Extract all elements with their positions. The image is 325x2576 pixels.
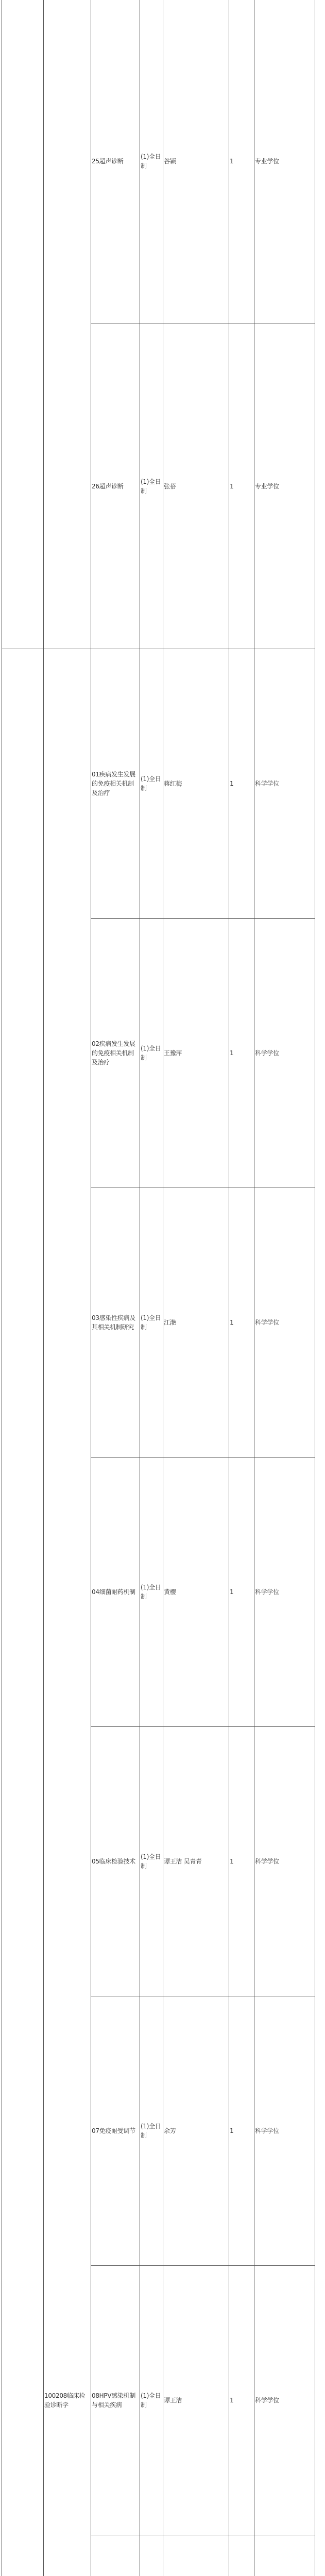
supervisor: 余芳 <box>163 1996 229 2266</box>
degree-type <box>254 2535 315 2576</box>
degree-type: 科学学位 <box>254 2266 315 2535</box>
table-row <box>2 0 315 324</box>
research-direction: 02疾病发生发展的免疫相关机制及治疗 <box>91 919 140 1188</box>
degree-type: 科学学位 <box>254 919 315 1188</box>
degree-type: 科学学位 <box>254 1188 315 1458</box>
study-mode: (1)全日制 <box>140 324 163 649</box>
research-direction: 08HPV感染机制与相关疾病 <box>91 2266 140 2535</box>
enrollment-quota: 1 <box>229 1996 254 2266</box>
research-direction <box>91 2535 140 2576</box>
research-direction: 26超声诊断 <box>91 324 140 649</box>
degree-type: 科学学位 <box>254 1996 315 2266</box>
enrollment-quota: 1 <box>229 1458 254 1727</box>
admissions-table <box>2 0 315 2576</box>
supervisor: 谭王洁 <box>163 2266 229 2535</box>
supervisor <box>163 2535 229 2576</box>
supervisor: 谭王洁 吴青青 <box>163 1727 229 1996</box>
study-mode: (1)全日制 <box>140 0 163 324</box>
empty-cell <box>2 0 44 649</box>
degree-type: 科学学位 <box>254 649 315 919</box>
study-mode: (1)全日制 <box>140 2266 163 2535</box>
research-direction: 04细菌耐药机制 <box>91 1458 140 1727</box>
degree-type: 科学学位 <box>254 1458 315 1727</box>
study-mode: (1)全日制 <box>140 919 163 1188</box>
study-mode: (1)全日制 <box>140 649 163 919</box>
study-mode <box>140 2535 163 2576</box>
enrollment-quota: 1 <box>229 324 254 649</box>
supervisor: 蒋红梅 <box>163 649 229 919</box>
degree-type: 科学学位 <box>254 1727 315 1996</box>
enrollment-quota: 1 <box>229 2266 254 2535</box>
table-body <box>2 0 315 2576</box>
enrollment-quota: 1 <box>229 919 254 1188</box>
supervisor: 张蓓 <box>163 324 229 649</box>
research-direction: 05临床检验技术 <box>91 1727 140 1996</box>
study-mode: (1)全日制 <box>140 1188 163 1458</box>
enrollment-quota: 1 <box>229 1727 254 1996</box>
supervisor: 江滟 <box>163 1188 229 1458</box>
degree-type: 专业学位 <box>254 0 315 324</box>
major-cell-previous <box>44 0 91 649</box>
supervisor: 黄樱 <box>163 1458 229 1727</box>
enrollment-quota: 1 <box>229 0 254 324</box>
degree-type: 专业学位 <box>254 324 315 649</box>
enrollment-quota: 1 <box>229 1188 254 1458</box>
supervisor: 王豫萍 <box>163 919 229 1188</box>
research-direction: 03感染性疾病及其相关机制研究 <box>91 1188 140 1458</box>
study-mode: (1)全日制 <box>140 1727 163 1996</box>
research-direction: 25超声诊断 <box>91 0 140 324</box>
study-mode: (1)全日制 <box>140 1996 163 2266</box>
research-direction: 07免疫耐受调节 <box>91 1996 140 2266</box>
study-mode: (1)全日制 <box>140 1458 163 1727</box>
supervisor: 谷颖 <box>163 0 229 324</box>
research-direction: 01疾病发生发展的免疫相关机制及治疗 <box>91 649 140 919</box>
enrollment-quota: 1 <box>229 649 254 919</box>
empty-cell <box>2 649 44 2576</box>
major-name: 100208临床检验诊断学 <box>44 649 91 2576</box>
enrollment-quota <box>229 2535 254 2576</box>
table-row <box>2 649 315 919</box>
